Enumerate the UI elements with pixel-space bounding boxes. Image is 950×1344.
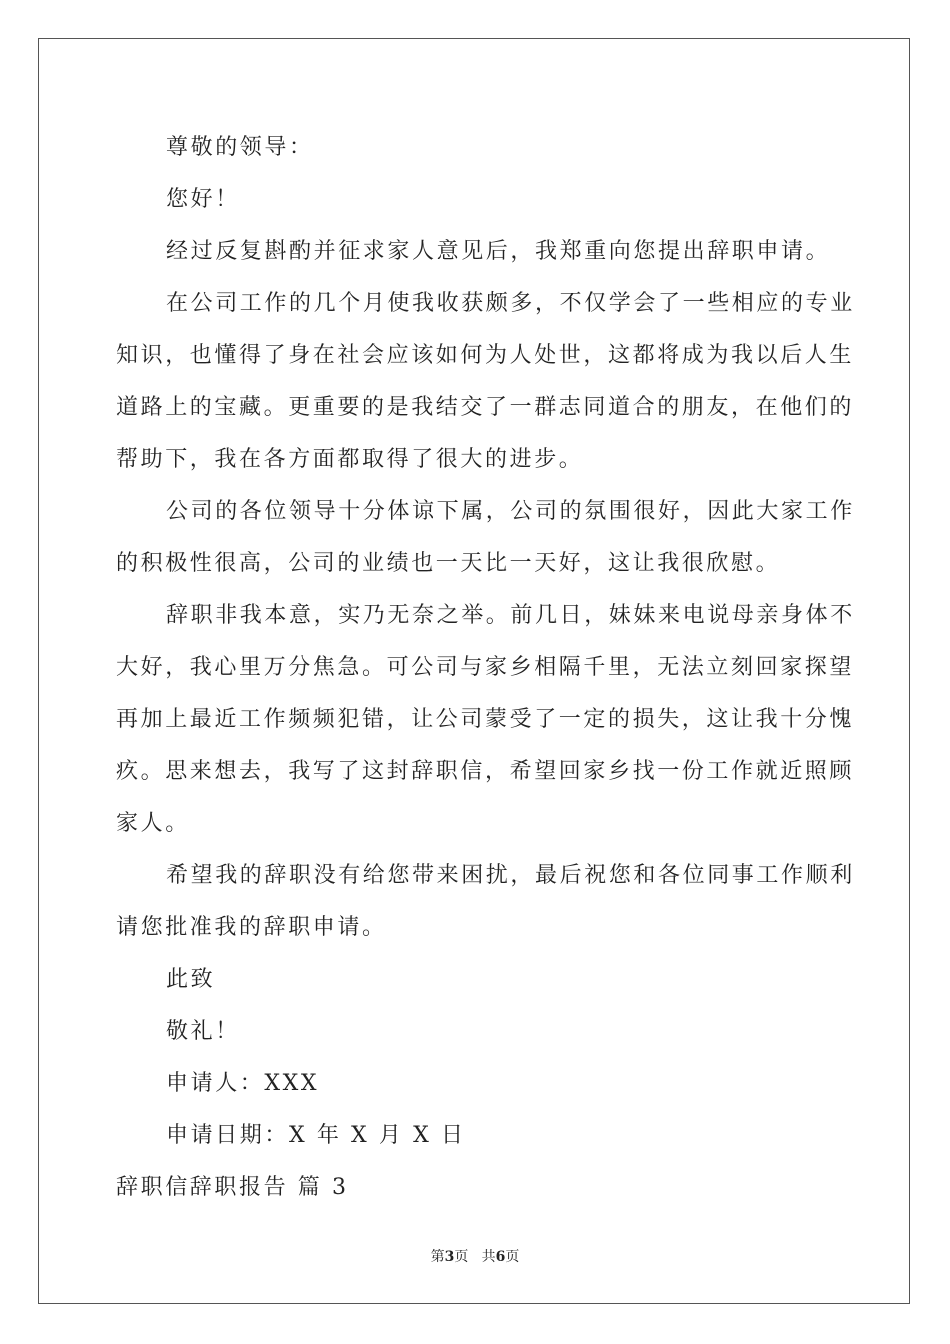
paragraph-5-line: 请您批准我的辞职申请。	[116, 915, 387, 940]
total-suffix: 页	[505, 1249, 520, 1265]
paragraph-3-line: 的积极性很高，公司的业绩也一天比一天好，这让我很欣慰。	[116, 551, 781, 576]
paragraph-2-line: 帮助下，我在各方面都取得了很大的进步。	[116, 447, 584, 472]
paragraph-4-line: 辞职非我本意，实乃无奈之举。前几日，妹妹来电说母亲身体不	[166, 603, 855, 628]
applicant-line: 申请人：XXX	[166, 1071, 320, 1096]
closing-line-1: 此致	[166, 967, 216, 992]
paragraph-3-line: 公司的各位领导十分体谅下属，公司的氛围很好，因此大家工作	[166, 499, 855, 524]
paragraph-4-line: 家人。	[116, 811, 190, 836]
letter-body	[116, 130, 855, 1222]
next-section-heading: 辞职信辞职报告 篇 3	[116, 1175, 349, 1200]
paragraph-4-line: 疚。思来想去，我写了这封辞职信，希望回家乡找一份工作就近照顾	[116, 759, 855, 784]
page-suffix: 页	[454, 1249, 469, 1265]
salutation: 尊敬的领导：	[166, 135, 314, 160]
page-footer	[0, 1246, 950, 1266]
date-line: 申请日期：X 年 X 月 X 日	[166, 1123, 466, 1148]
paragraph-4-line: 再加上最近工作频频犯错，让公司蒙受了一定的损失，这让我十分愧	[116, 707, 855, 732]
paragraph-1: 经过反复斟酌并征求家人意见后，我郑重向您提出辞职申请。	[166, 239, 831, 264]
paragraph-4-line: 大好，我心里万分焦急。可公司与家乡相隔千里，无法立刻回家探望	[116, 655, 855, 680]
greeting: 您好！	[166, 187, 240, 212]
paragraph-2-line: 在公司工作的几个月使我收获颇多，不仅学会了一些相应的专业	[166, 291, 855, 316]
paragraph-2-line: 道路上的宝藏。更重要的是我结交了一群志同道合的朋友，在他们的	[116, 395, 855, 420]
total-pages: 6	[495, 1249, 506, 1265]
closing-line-2: 敬礼！	[166, 1019, 240, 1044]
page-prefix: 第	[430, 1249, 445, 1265]
total-prefix: 共	[481, 1249, 496, 1265]
page-number: 3	[444, 1249, 455, 1265]
paragraph-2-line: 知识，也懂得了身在社会应该如何为人处世，这都将成为我以后人生	[116, 343, 855, 368]
paragraph-5-line: 希望我的辞职没有给您带来困扰，最后祝您和各位同事工作顺利	[166, 863, 855, 888]
